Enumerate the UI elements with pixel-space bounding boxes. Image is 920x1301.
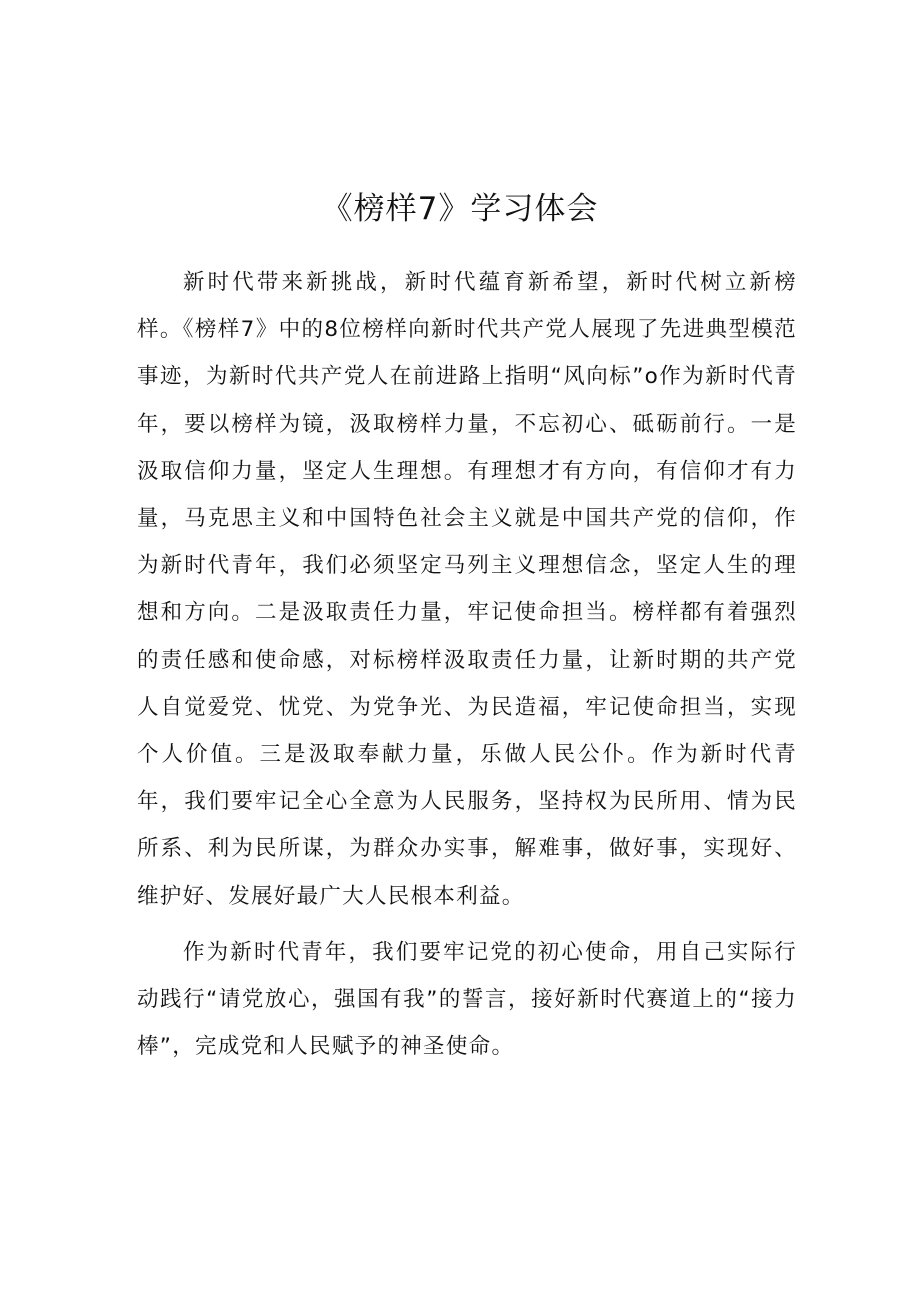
body-paragraph-1: 新时代带来新挑战，新时代蕴育新希望，新时代树立新榜样。《榜样7》中的8位榜样向新时代共产党人展现了先进典型模范事迹，为新时代共产党人在前进路上指明“风向标”o作为新时代青年，要以榜样为镜，汲取榜样力量，不忘初心、砥砺前行。一是汲取信仰力量，坚定人生理想。有理想才有方向，有信仰才有力量，马克思主义和中国特色社会主义就是中国共产党的信仰，作为新时代青年，我们必须坚定马列主义理想信念，坚定人生的理想和方向。二是汲取责任力量，牢记使命担当。榜样都有着强烈的责任感和使命感，对标榜样汲取责任力量，让新时期的共产党人自觉爱党、忧党、为党争光、为民造福，牢记使命担当，实现个人价值。三是汲取奉献力量，乐做人民公仆。作为新时代青年，我们要牢记全心全意为人民服务，坚持权为民所用、情为民所系、利为民所谋，为群众办实事，解难事，做好事，实现好、维护好、发展好最广大人民根本利益。 [137, 270, 797, 909]
body-paragraph-2: 作为新时代青年，我们要牢记党的初心使命，用自己实际行动践行“请党放心，强国有我”的誓言，接好新时代赛道上的“接力棒”，完成党和人民赋予的神圣使命。 [137, 940, 797, 1060]
document-title: 《榜样7》学习体会 [321, 190, 599, 227]
